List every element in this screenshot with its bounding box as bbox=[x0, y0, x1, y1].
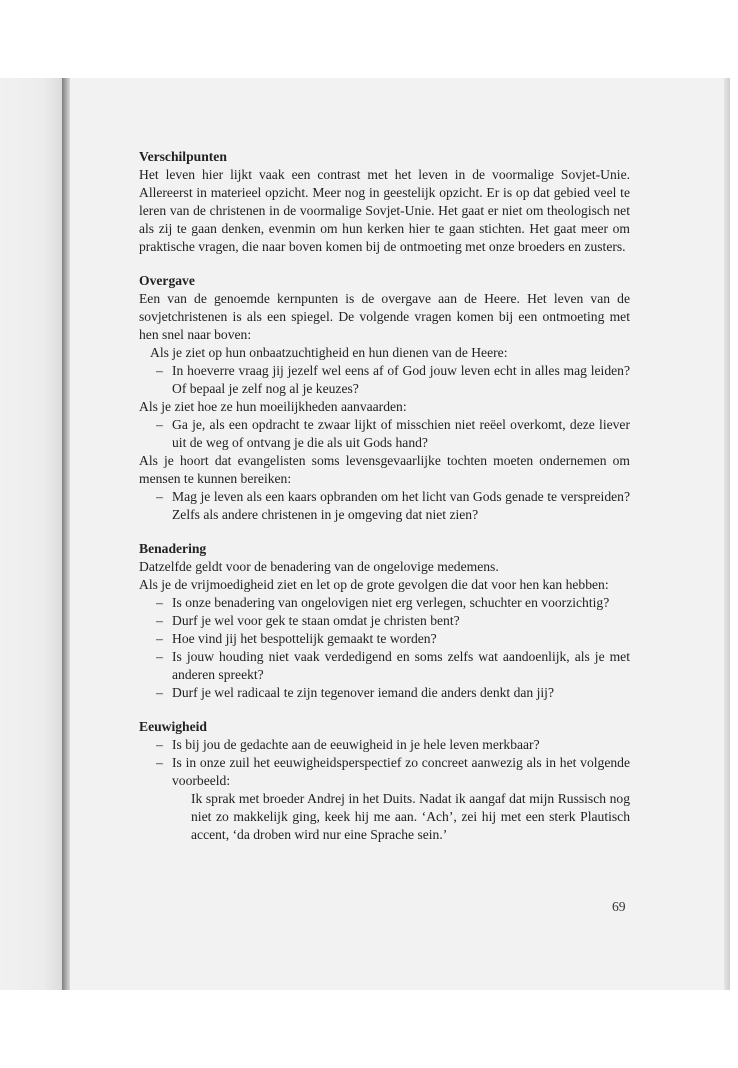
list-item-text: Ga je, als een opdracht te zwaar lijkt of misschien niet reëel overkomt, deze liever uit de weg of ontvang je die als uit Gods hand? bbox=[172, 417, 630, 450]
dash-bullet: – bbox=[156, 613, 163, 628]
list-item-text: Hoe vind jij het bespottelijk gemaakt te worden? bbox=[172, 631, 437, 646]
book-gutter bbox=[62, 78, 70, 990]
list-item bbox=[139, 754, 630, 790]
paragraph-benadering: Als je de vrijmoedigheid ziet en let op de grote gevolgen die dat voor hen kan hebben: bbox=[139, 577, 609, 592]
list-item bbox=[139, 648, 630, 684]
left-page bbox=[0, 78, 62, 990]
list-item bbox=[139, 488, 630, 524]
section-heading-verschilpunten: Verschilpunten bbox=[139, 149, 227, 164]
question-lead: Als je hoort dat evangelisten soms levensgevaarlijke tochten moeten ondernemen om mensen te kunnen bereiken: bbox=[139, 453, 630, 486]
list-item-text: Is onze benadering van ongelovigen niet erg verlegen, schuchter en voorzichtig? bbox=[172, 595, 610, 610]
list-item-text: Is in onze zuil het eeuwigheidsperspectief zo concreet aanwezig als in het volgende voorbeeld: bbox=[172, 755, 630, 788]
section-heading-overgave: Overgave bbox=[139, 273, 195, 288]
dash-bullet: – bbox=[156, 363, 163, 378]
list-item-text: Mag je leven als een kaars opbranden om het licht van Gods genade te verspreiden? Zelfs als andere christenen in je omgeving dat niet zien? bbox=[172, 489, 630, 522]
page-edge bbox=[724, 78, 730, 990]
list-item-text: Durf je wel voor gek te staan omdat je christen bent? bbox=[172, 613, 460, 628]
dash-bullet: – bbox=[156, 595, 163, 610]
list-item bbox=[139, 736, 630, 754]
page-number: 69 bbox=[612, 899, 626, 914]
list-item bbox=[139, 612, 630, 630]
dash-bullet: – bbox=[156, 649, 163, 664]
section-heading-benadering: Benadering bbox=[139, 541, 207, 556]
question-lead: Als je ziet op hun onbaatzuchtigheid en hun dienen van de Heere: bbox=[150, 345, 508, 360]
list-item-text: Is bij jou de gedachte aan de eeuwigheid in je hele leven merkbaar? bbox=[172, 737, 540, 752]
section-heading-eeuwigheid: Eeuwigheid bbox=[139, 719, 207, 734]
page-text bbox=[139, 148, 630, 844]
dash-bullet: – bbox=[156, 631, 163, 646]
dash-bullet: – bbox=[156, 755, 163, 770]
list-item-text: Is jouw houding niet vaak verdedigend en soms zelfs wat aandoenlijk, als je met anderen spreekt? bbox=[172, 649, 630, 682]
list-item bbox=[139, 594, 630, 612]
dash-bullet: – bbox=[156, 489, 163, 504]
paragraph-benadering: Datzelfde geldt voor de benadering van de ongelovige medemens. bbox=[139, 559, 499, 574]
question-lead: Als je ziet hoe ze hun moeilijkheden aanvaarden: bbox=[139, 399, 407, 414]
list-item bbox=[139, 416, 630, 452]
list-item bbox=[139, 362, 630, 398]
dash-bullet: – bbox=[156, 685, 163, 700]
list-item-text: In hoeverre vraag jij jezelf wel eens af of God jouw leven echt in alles mag leiden? Of bepaal je zelf nog al je keuzes? bbox=[172, 363, 630, 396]
dash-bullet: – bbox=[156, 417, 163, 432]
paragraph-overgave-intro: Een van de genoemde kernpunten is de overgave aan de Heere. Het leven van de sovjetchristenen is als een spiegel. De volgende vragen komen bij een ontmoeting met hen snel naar boven: bbox=[139, 291, 630, 342]
list-item-text: Durf je wel radicaal te zijn tegenover iemand die anders denkt dan jij? bbox=[172, 685, 554, 700]
list-item bbox=[139, 630, 630, 648]
paragraph-verschilpunten: Het leven hier lijkt vaak een contrast met het leven in de voormalige Sovjet-Unie. Allereerst in materieel opzicht. Meer nog in geestelijk opzicht. Er is op dat gebied veel te leren van de christenen in de voormalige Sovjet-Unie. Het gaat er niet om theologisch net als zij te gaan denken, evenmin om hun kerken hier te gaan stichten. Het gaat meer om praktische vragen, die naar boven komen bij de ontmoeting met onze broeders en zusters. bbox=[139, 167, 630, 254]
block-quote: Ik sprak met broeder Andrej in het Duits. Nadat ik aangaf dat mijn Russisch nog niet zo makkelijk ging, keek hij me aan. ‘Ach’, zei hij met een sterk Plautisch accent, ‘da droben wird nur eine Sprache sein.’ bbox=[191, 791, 630, 842]
list-item bbox=[139, 684, 630, 702]
dash-bullet: – bbox=[156, 737, 163, 752]
